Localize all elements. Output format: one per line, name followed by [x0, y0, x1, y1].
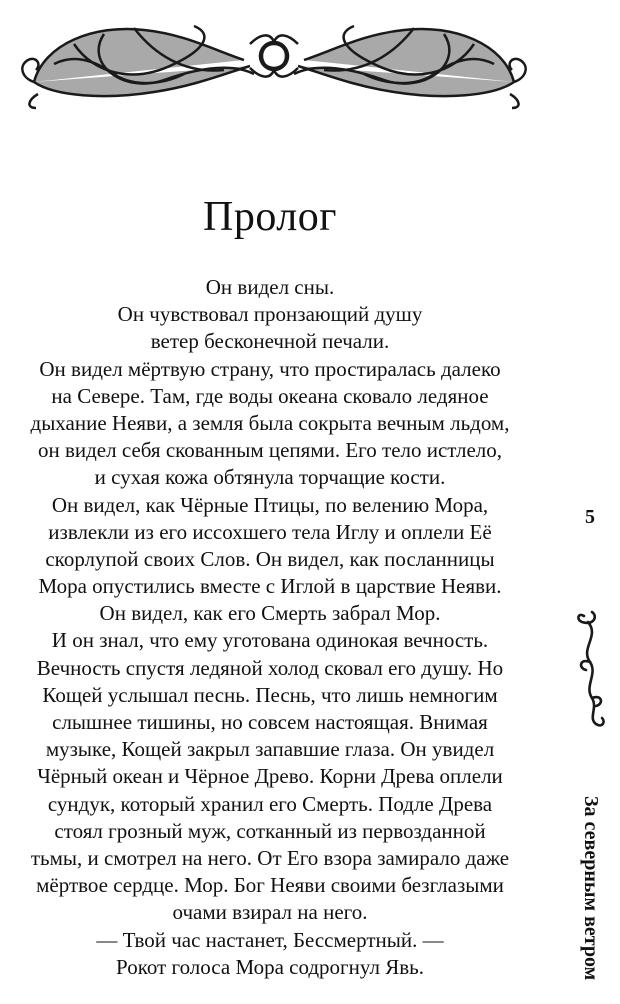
prose-body [0, 274, 540, 981]
prose-line: дыхание Неяви, а земля была сокрыта вечным льдом, [30, 410, 510, 435]
prose-line: на Севере. Там, где воды океана сковало ледяное [51, 383, 489, 408]
prose-line: Он чувствовал пронзающий душу [117, 302, 423, 327]
knotwork-ornament-icon [14, 4, 534, 114]
prose-line: Он видел сны. [205, 275, 335, 299]
prose-line: Рокот голоса Мора содрогнул Явь. [116, 954, 424, 979]
prose-line: Мора опустились вместе с Иглой в царствие Неяви. [38, 574, 502, 599]
prose-line: Чёрный океан и Чёрное Древо. Корни Древа оплели [37, 764, 503, 789]
running-title: За северным ветром [580, 796, 602, 981]
page-number: 5 [585, 506, 595, 528]
prose-line: Кощей услышал песнь. Песнь, что лишь немногим [42, 682, 498, 707]
prose-line: Он видел, как его Смерть забрал Мор. [99, 601, 441, 626]
chapter-title: Пролог [203, 194, 337, 240]
prose-line: И он знал, что ему уготована одинокая вечность. [51, 628, 489, 653]
prose-line: Вечность спустя ледяной холод сковал его душу. Но [36, 655, 504, 680]
prose-line: он видел себя скованным цепями. Его тело истлело, [37, 438, 502, 463]
prose-line: очами взирал на него. [172, 900, 368, 925]
margin-column [560, 0, 620, 1004]
prose-line: Он видел мёртвую страну, что простиралась далеко [39, 356, 501, 381]
prose-line: слышнее тишины, но совсем настоящая. Внимая [52, 710, 488, 734]
prose-line: музыке, Кощей закрыл запавшие глаза. Он увидел [45, 737, 495, 762]
prose-line: тьмы, и смотрел на него. От Его взора замирало даже [30, 845, 510, 870]
swirl-flourish-icon [574, 606, 608, 730]
prose-line: сундук, который хранил его Смерть. Подле Древа [47, 791, 493, 816]
prose-line: — Твой час настанет, Бессмертный. — [96, 927, 444, 952]
prose-line: извлекли из его иссохшего тела Иглу и оплели Её [48, 519, 492, 544]
prose-line: и сухая кожа обтянула торчащие кости. [94, 465, 446, 490]
prose-line: ветер бесконечной печали. [150, 329, 390, 354]
prose-line: мёртвое сердце. Мор. Бог Неяви своими безглазыми [36, 873, 504, 898]
prose-line: скорлупой своих Слов. Он видел, как посланницы [45, 546, 495, 571]
prose-line: стоял грозный муж, сотканный из первозданной [54, 818, 486, 843]
prose-line: Он видел, как Чёрные Птицы, по велению Мора, [51, 492, 489, 517]
